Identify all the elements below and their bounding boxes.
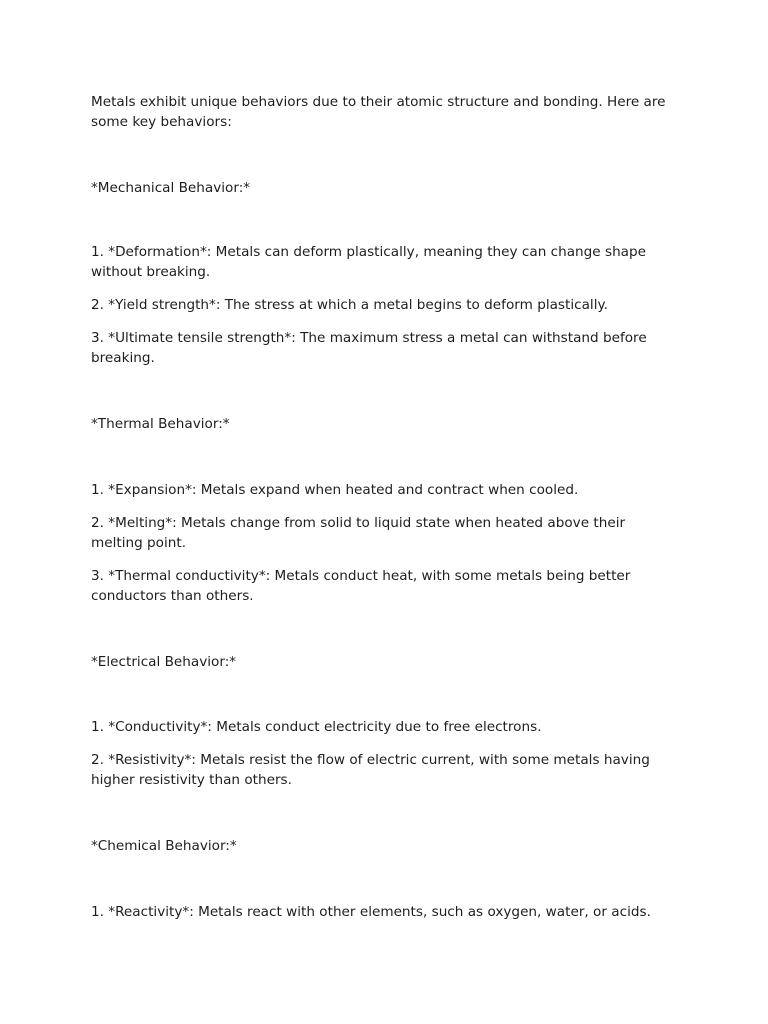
list-item: 3. *Ultimate tensile strength*: The maximum stress a metal can withstand before breaking. [91, 330, 647, 366]
list-item: 1. *Expansion*: Metals expand when heated and contract when cooled. [91, 482, 579, 498]
list-item: 1. *Deformation*: Metals can deform plastically, meaning they can change shape without breaking. [91, 244, 647, 280]
section-heading-mechanical: *Mechanical Behavior:* [91, 180, 251, 196]
section-heading-electrical: *Electrical Behavior:* [91, 654, 237, 670]
list-item: 2. *Resistivity*: Metals resist the flow of electric current, with some metals having higher resistivity than others. [91, 752, 650, 788]
section-heading-chemical: *Chemical Behavior:* [91, 838, 237, 854]
list-item: 1. *Conductivity*: Metals conduct electricity due to free electrons. [91, 719, 542, 735]
list-item: 2. *Yield strength*: The stress at which a metal begins to deform plastically. [91, 297, 608, 313]
intro-paragraph: Metals exhibit unique behaviors due to their atomic structure and bonding. Here are some key behaviors: [91, 94, 666, 130]
list-item: 3. *Thermal conductivity*: Metals conduct heat, with some metals being better conductors than others. [91, 568, 631, 604]
list-item: 2. *Melting*: Metals change from solid to liquid state when heated above their melting point. [91, 515, 626, 551]
section-heading-thermal: *Thermal Behavior:* [91, 416, 230, 432]
list-item: 1. *Reactivity*: Metals react with other elements, such as oxygen, water, or acids. [91, 904, 651, 920]
